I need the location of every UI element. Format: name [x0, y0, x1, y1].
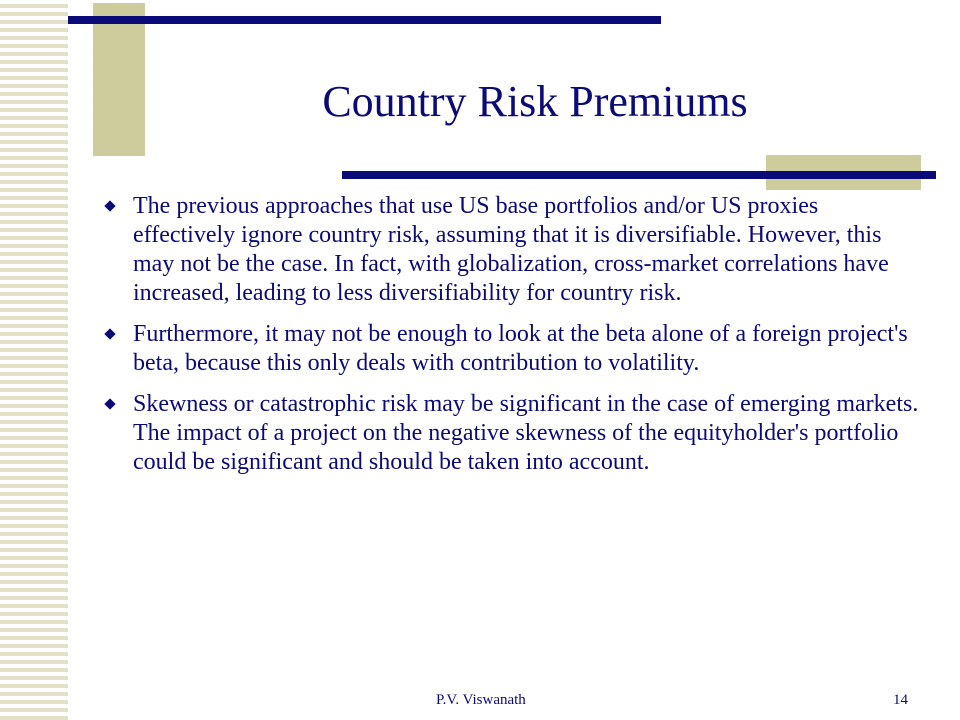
bullet-item	[104, 192, 924, 308]
diamond-icon	[104, 328, 115, 339]
diamond-icon	[104, 200, 115, 211]
bullet-list	[104, 192, 924, 489]
top-accent-block	[93, 3, 145, 156]
bullet-item	[104, 390, 924, 477]
left-stripe-decoration	[0, 0, 68, 720]
diamond-icon	[104, 398, 115, 409]
slide-title: Country Risk Premiums	[322, 77, 748, 126]
footer-author: P.V. Viswanath	[436, 692, 526, 708]
bullet-text: The previous approaches that use US base portfolios and/or US proxies effectively ignore country risk, assuming that it is diversifiable. However, this may not be the case. In fact, with globalization, cross-market correlations have increased, leading to less diversifiability for country risk.	[133, 193, 889, 306]
title-underline-rule	[342, 171, 936, 179]
bullet-item	[104, 320, 924, 378]
top-rule-line	[68, 16, 661, 24]
bullet-text: Skewness or catastrophic risk may be significant in the case of emerging markets. The impact of a project on the negative skewness of the equityholder's portfolio could be significant and should be taken into account.	[133, 391, 919, 475]
page-number: 14	[893, 692, 908, 708]
bullet-text: Furthermore, it may not be enough to look at the beta alone of a foreign project's beta, because this only deals with contribution to volatility.	[133, 321, 908, 376]
